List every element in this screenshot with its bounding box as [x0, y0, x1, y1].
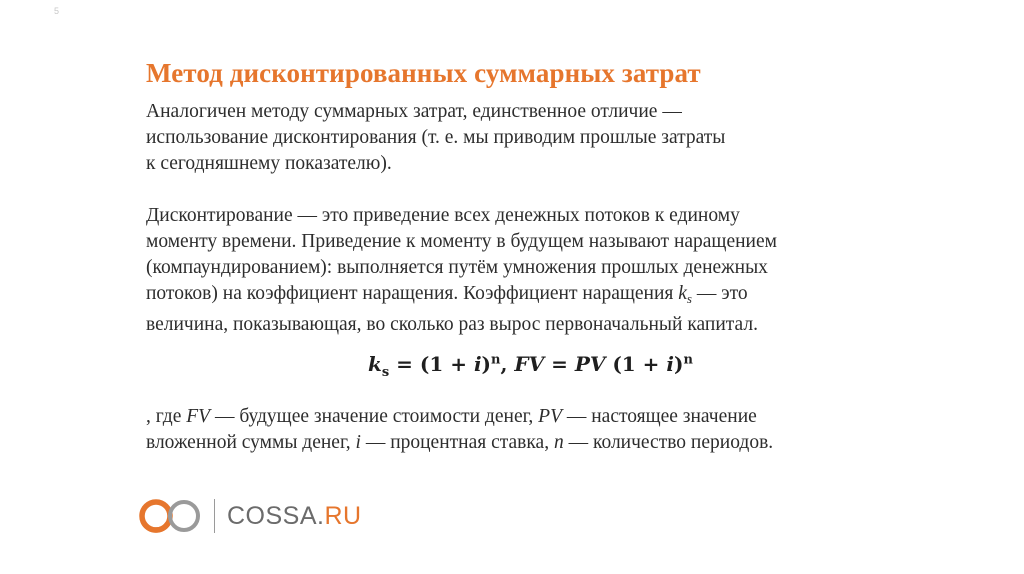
formula-fv: FV: [514, 352, 545, 376]
paragraph-line: (компаундированием): выполняется путём умножения прошлых денежных: [146, 257, 768, 278]
formula-fragment: (1 +: [605, 352, 667, 376]
formula-fragment: ): [674, 352, 684, 376]
formula-k: k: [368, 352, 382, 376]
paragraph-line: величина, показывающая, во сколько раз вырос первоначальный капитал.: [146, 314, 758, 335]
text-fragment: потоков) на коэффициент наращения. Коэффициент наращения: [146, 283, 679, 304]
cossa-logo: [138, 492, 362, 540]
text-fragment: вложенной суммы денег,: [146, 432, 356, 453]
formula-pv: PV: [574, 352, 606, 376]
slide-title: Метод дисконтированных суммарных затрат: [146, 58, 701, 88]
text-fragment: — это: [691, 283, 748, 304]
text-fragment: — будущее значение стоимости денег,: [210, 406, 539, 427]
formula-fragment: = (1 +: [389, 352, 474, 376]
text-fragment: — количество периодов.: [563, 432, 774, 453]
formula-exponent: n: [683, 352, 693, 368]
formula-fragment: =: [544, 352, 575, 376]
paragraph-line: [146, 404, 876, 430]
logo-text-main: COSSA.: [227, 501, 325, 530]
text-fragment: — настоящее значение: [561, 406, 757, 427]
paragraph-definition: [146, 99, 876, 177]
paragraph-line: Аналогичен методу суммарных затрат, единственное отличие —: [146, 101, 682, 122]
formula-i: i: [473, 352, 482, 376]
paragraph-line: [146, 430, 876, 456]
paragraph-legend: [146, 404, 876, 456]
variable-i: i: [355, 432, 361, 453]
paragraph-line: к сегодняшнему показателю).: [146, 153, 392, 174]
logo-text-accent: RU: [324, 501, 362, 530]
page-number: 5: [54, 6, 60, 16]
infinity-logo-icon: [138, 496, 204, 536]
formula-fragment: ,: [500, 352, 515, 376]
formula-i: i: [666, 352, 675, 376]
text-fragment: , где: [146, 406, 187, 427]
variable-n: n: [553, 432, 564, 453]
paragraph-line: использование дисконтирования (т. е. мы приводим прошлые затраты: [146, 127, 726, 148]
paragraph-line: [146, 281, 876, 312]
variable-fv: FV: [186, 406, 211, 427]
paragraph-discounting: [146, 203, 876, 338]
formula: [368, 352, 693, 380]
formula-exponent: n: [491, 352, 501, 368]
subscript-s: s: [686, 291, 692, 306]
formula-fragment: ): [481, 352, 492, 376]
variable-pv: PV: [538, 406, 562, 427]
formula-k-sub: s: [381, 365, 390, 380]
paragraph-line: моменту времени. Приведение к моменту в будущем называют наращением: [146, 231, 777, 252]
paragraph-line: Дисконтирование — это приведение всех денежных потоков к единому: [146, 205, 740, 226]
logo-separator: [214, 499, 215, 533]
variable-k: k: [678, 283, 687, 304]
text-fragment: — процентная ставка,: [360, 432, 554, 453]
logo-text: [227, 502, 362, 531]
